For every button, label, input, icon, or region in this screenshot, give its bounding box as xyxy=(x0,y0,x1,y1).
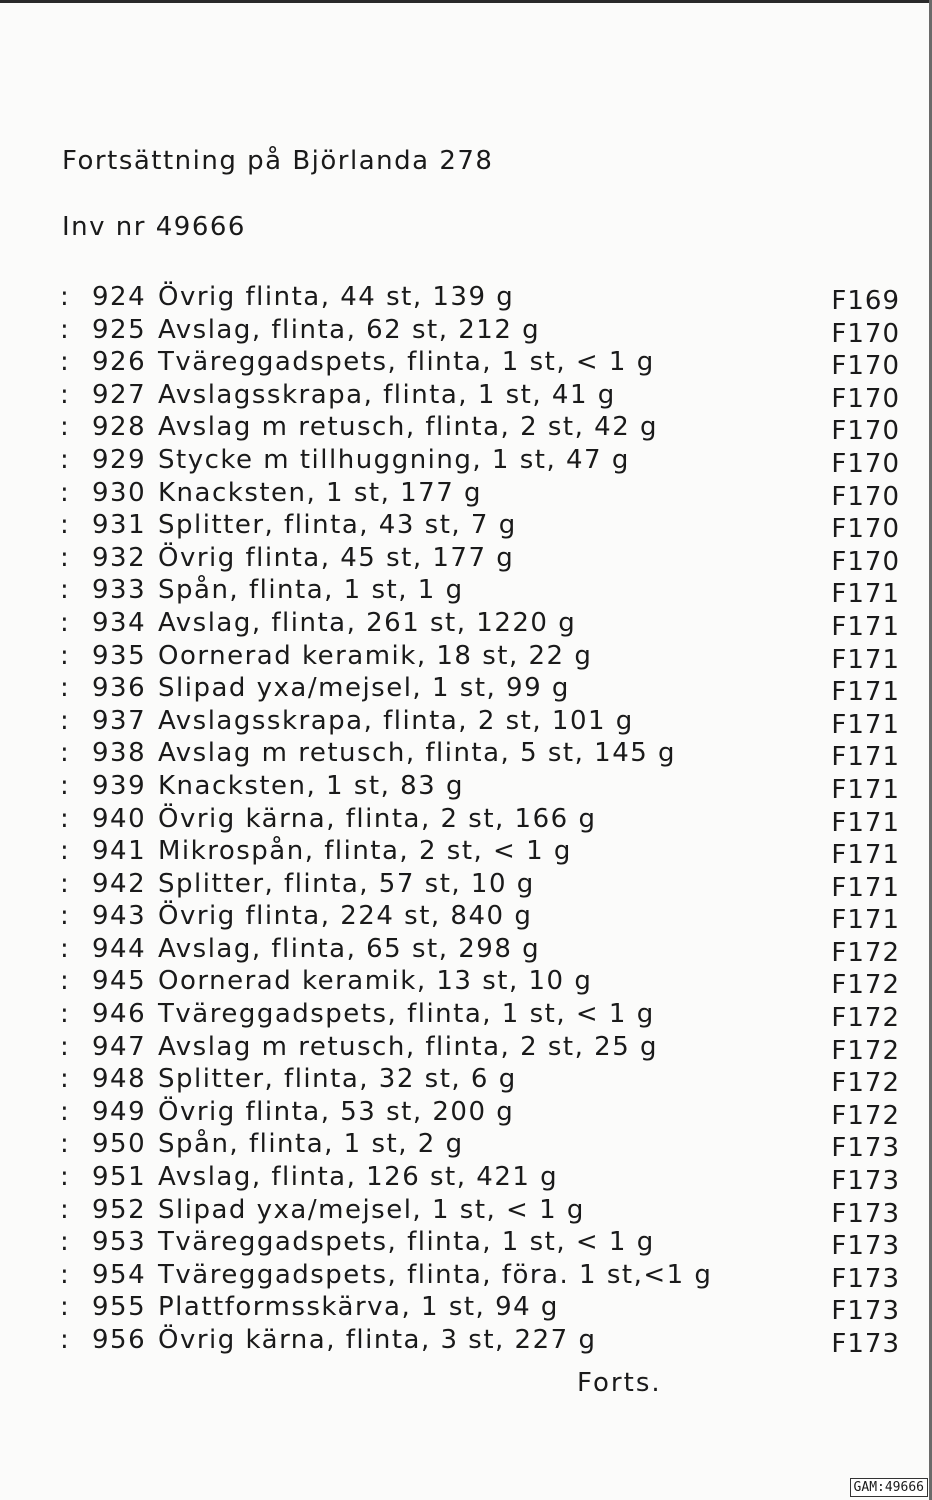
row-number: 939 xyxy=(92,770,147,801)
row-code: F170 xyxy=(831,481,900,512)
row-description: Avslag m retusch, flinta, 2 st, 42 g xyxy=(158,412,659,443)
row-number: 951 xyxy=(92,1162,147,1193)
catalog-row xyxy=(60,543,900,576)
row-description: Spån, flinta, 1 st, 1 g xyxy=(158,575,464,606)
row-code: F173 xyxy=(831,1231,900,1262)
row-number: 949 xyxy=(92,1096,147,1127)
row-code: F171 xyxy=(831,677,900,708)
catalog-row xyxy=(60,869,900,902)
row-code: F172 xyxy=(831,1035,900,1066)
catalog-row xyxy=(60,641,900,674)
catalog-row xyxy=(60,1325,900,1358)
row-colon: : xyxy=(60,412,71,443)
catalog-row xyxy=(60,706,900,739)
row-colon: : xyxy=(60,607,71,638)
row-colon: : xyxy=(60,1031,71,1062)
row-number: 928 xyxy=(92,412,147,443)
row-colon: : xyxy=(60,770,71,801)
catalog-row xyxy=(60,1129,900,1162)
catalog-row xyxy=(60,478,900,511)
row-colon: : xyxy=(60,542,71,573)
row-number: 924 xyxy=(92,282,147,312)
row-description: Knacksten, 1 st, 83 g xyxy=(158,770,464,801)
row-description: Avslag, flinta, 62 st, 212 g xyxy=(158,314,541,345)
row-description: Övrig flinta, 224 st, 840 g xyxy=(158,901,533,932)
row-number: 946 xyxy=(92,999,147,1030)
row-code: F173 xyxy=(831,1166,900,1197)
row-code: F173 xyxy=(831,1263,900,1294)
row-code: F170 xyxy=(831,351,900,382)
row-description: Tväreggadspets, flinta, 1 st, < 1 g xyxy=(158,347,655,378)
row-number: 945 xyxy=(92,966,147,997)
row-number: 933 xyxy=(92,575,147,606)
catalog-row xyxy=(60,1162,900,1195)
row-description: Plattformsskärva, 1 st, 94 g xyxy=(158,1292,559,1323)
row-description: Tväreggadspets, flinta, 1 st, < 1 g xyxy=(158,1227,655,1258)
row-colon: : xyxy=(60,510,71,541)
row-colon: : xyxy=(60,1325,71,1355)
archive-stamp: GAM:49666 xyxy=(850,1478,928,1497)
row-colon: : xyxy=(60,868,71,899)
row-description: Avslagsskrapa, flinta, 1 st, 41 g xyxy=(158,379,616,410)
row-code: F173 xyxy=(831,1198,900,1229)
row-number: 925 xyxy=(92,314,147,345)
row-description: Slipad yxa/mejsel, 1 st, < 1 g xyxy=(158,1194,585,1225)
row-number: 952 xyxy=(92,1194,147,1225)
row-code: F170 xyxy=(831,448,900,479)
row-code: F173 xyxy=(831,1329,900,1359)
row-code: F172 xyxy=(831,937,900,968)
catalog-row xyxy=(60,1195,900,1228)
row-description: Tväreggadspets, flinta, 1 st, < 1 g xyxy=(158,999,655,1030)
catalog-row xyxy=(60,1064,900,1097)
row-code: F171 xyxy=(831,905,900,936)
catalog-row xyxy=(60,510,900,543)
catalog-row xyxy=(60,1097,900,1130)
row-colon: : xyxy=(60,444,71,475)
row-number: 953 xyxy=(92,1227,147,1258)
row-number: 936 xyxy=(92,673,147,704)
catalog-row xyxy=(60,934,900,967)
row-description: Mikrospån, flinta, 2 st, < 1 g xyxy=(158,836,572,867)
row-description: Övrig flinta, 53 st, 200 g xyxy=(158,1096,515,1127)
catalog-row xyxy=(60,608,900,641)
row-colon: : xyxy=(60,640,71,671)
row-colon: : xyxy=(60,999,71,1030)
catalog-row xyxy=(60,1292,900,1325)
row-description: Knacksten, 1 st, 177 g xyxy=(158,477,483,508)
catalog-row xyxy=(60,804,900,837)
row-number: 940 xyxy=(92,803,147,834)
row-number: 931 xyxy=(92,510,147,541)
row-colon: : xyxy=(60,1194,71,1225)
row-code: F172 xyxy=(831,1068,900,1099)
row-code: F171 xyxy=(831,579,900,610)
row-number: 938 xyxy=(92,738,147,769)
row-number: 948 xyxy=(92,1064,147,1095)
row-code: F172 xyxy=(831,1003,900,1034)
row-colon: : xyxy=(60,738,71,769)
row-number: 932 xyxy=(92,542,147,573)
row-number: 942 xyxy=(92,868,147,899)
row-code: F172 xyxy=(831,1100,900,1131)
row-code: F170 xyxy=(831,514,900,545)
row-description: Övrig flinta, 44 st, 139 g xyxy=(158,282,515,312)
row-description: Tväreggadspets, flinta, föra. 1 st,<1 g xyxy=(158,1259,713,1290)
row-colon: : xyxy=(60,1227,71,1258)
catalog-row xyxy=(60,1032,900,1065)
row-colon: : xyxy=(60,705,71,736)
catalog-row xyxy=(60,738,900,771)
row-description: Splitter, flinta, 57 st, 10 g xyxy=(158,868,535,899)
row-number: 934 xyxy=(92,607,147,638)
row-description: Avslagsskrapa, flinta, 2 st, 101 g xyxy=(158,705,634,736)
row-number: 954 xyxy=(92,1259,147,1290)
catalog-row xyxy=(60,380,900,413)
row-number: 929 xyxy=(92,444,147,475)
row-number: 943 xyxy=(92,901,147,932)
row-code: F170 xyxy=(831,546,900,577)
row-colon: : xyxy=(60,347,71,378)
row-number: 926 xyxy=(92,347,147,378)
catalog-entries xyxy=(60,282,900,1358)
row-colon: : xyxy=(60,1162,71,1193)
row-colon: : xyxy=(60,282,71,312)
row-colon: : xyxy=(60,1292,71,1323)
row-colon: : xyxy=(60,901,71,932)
row-number: 947 xyxy=(92,1031,147,1062)
row-number: 935 xyxy=(92,640,147,671)
catalog-row xyxy=(60,966,900,999)
row-number: 930 xyxy=(92,477,147,508)
row-description: Splitter, flinta, 43 st, 7 g xyxy=(158,510,517,541)
row-colon: : xyxy=(60,1129,71,1160)
row-description: Slipad yxa/mejsel, 1 st, 99 g xyxy=(158,673,570,704)
row-number: 944 xyxy=(92,933,147,964)
card-title: Fortsättning på Björlanda 278 xyxy=(62,146,494,176)
row-colon: : xyxy=(60,379,71,410)
row-number: 950 xyxy=(92,1129,147,1160)
row-colon: : xyxy=(60,575,71,606)
inventory-number: Inv nr 49666 xyxy=(62,212,246,242)
row-description: Oornerad keramik, 18 st, 22 g xyxy=(158,640,593,671)
row-number: 937 xyxy=(92,705,147,736)
row-description: Avslag m retusch, flinta, 2 st, 25 g xyxy=(158,1031,659,1062)
row-code: F171 xyxy=(831,774,900,805)
catalog-row xyxy=(60,575,900,608)
catalog-row xyxy=(60,673,900,706)
row-code: F170 xyxy=(831,318,900,349)
row-number: 941 xyxy=(92,836,147,867)
row-code: F171 xyxy=(831,644,900,675)
catalog-row xyxy=(60,1227,900,1260)
catalog-row xyxy=(60,315,900,348)
row-code: F170 xyxy=(831,416,900,447)
catalog-row xyxy=(60,412,900,445)
row-code: F173 xyxy=(831,1133,900,1164)
row-code: F173 xyxy=(831,1296,900,1327)
row-description: Oornerad keramik, 13 st, 10 g xyxy=(158,966,593,997)
row-code: F171 xyxy=(831,807,900,838)
row-colon: : xyxy=(60,673,71,704)
row-description: Stycke m tillhuggning, 1 st, 47 g xyxy=(158,444,630,475)
row-number: 956 xyxy=(92,1325,147,1355)
row-code: F171 xyxy=(831,709,900,740)
catalog-row xyxy=(60,999,900,1032)
row-code: F171 xyxy=(831,611,900,642)
row-colon: : xyxy=(60,477,71,508)
row-description: Avslag, flinta, 126 st, 421 g xyxy=(158,1162,559,1193)
row-description: Övrig kärna, flinta, 3 st, 227 g xyxy=(158,1325,597,1355)
catalog-row xyxy=(60,901,900,934)
row-description: Splitter, flinta, 32 st, 6 g xyxy=(158,1064,517,1095)
catalog-row xyxy=(60,1260,900,1293)
row-description: Spån, flinta, 1 st, 2 g xyxy=(158,1129,464,1160)
row-description: Avslag, flinta, 261 st, 1220 g xyxy=(158,607,577,638)
row-code: F170 xyxy=(831,383,900,414)
row-number: 927 xyxy=(92,379,147,410)
row-colon: : xyxy=(60,1259,71,1290)
continued-label: Forts. xyxy=(577,1368,662,1398)
row-colon: : xyxy=(60,1096,71,1127)
row-code: F171 xyxy=(831,872,900,903)
catalog-row xyxy=(60,445,900,478)
row-colon: : xyxy=(60,803,71,834)
scan-edge-top xyxy=(0,0,932,3)
catalog-row xyxy=(60,836,900,869)
row-code: F172 xyxy=(831,970,900,1001)
row-code: F169 xyxy=(831,286,900,316)
row-description: Avslag m retusch, flinta, 5 st, 145 g xyxy=(158,738,677,769)
catalog-row xyxy=(60,347,900,380)
row-colon: : xyxy=(60,1064,71,1095)
row-code: F171 xyxy=(831,742,900,773)
row-colon: : xyxy=(60,933,71,964)
row-colon: : xyxy=(60,966,71,997)
row-description: Övrig flinta, 45 st, 177 g xyxy=(158,542,515,573)
row-number: 955 xyxy=(92,1292,147,1323)
catalog-row xyxy=(60,282,900,315)
row-description: Övrig kärna, flinta, 2 st, 166 g xyxy=(158,803,597,834)
row-code: F171 xyxy=(831,840,900,871)
catalog-row xyxy=(60,771,900,804)
row-description: Avslag, flinta, 65 st, 298 g xyxy=(158,933,541,964)
row-colon: : xyxy=(60,314,71,345)
row-colon: : xyxy=(60,836,71,867)
